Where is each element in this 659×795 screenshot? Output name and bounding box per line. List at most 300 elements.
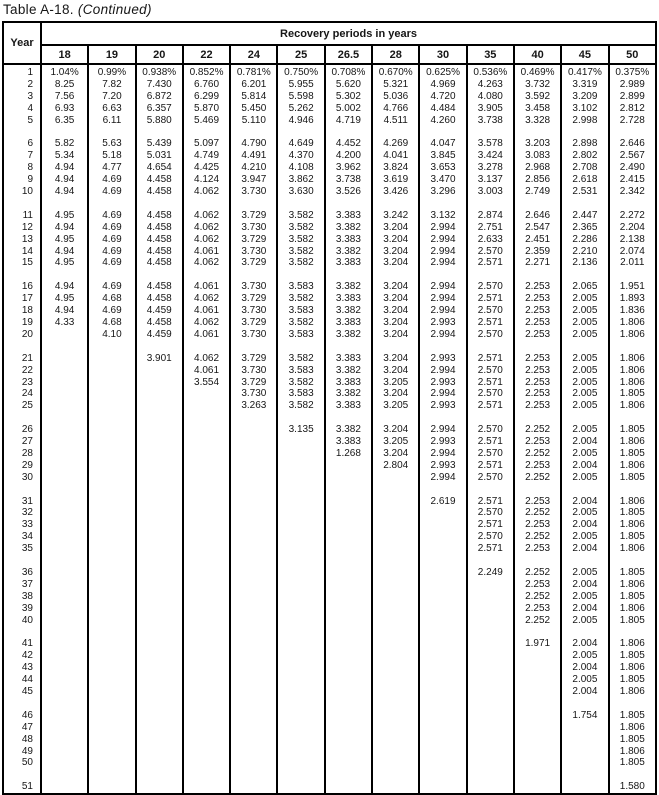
period-column-header-28: 28	[372, 45, 419, 64]
rate-value-cell: 1.805	[609, 472, 656, 484]
year-cell: 36	[3, 567, 41, 579]
gap-cell	[183, 698, 230, 710]
table-row	[3, 579, 656, 591]
rate-value-cell: 4.511	[372, 115, 419, 127]
rate-value-cell	[136, 531, 183, 543]
rate-value-cell	[277, 722, 324, 734]
rate-value-cell: 2.751	[467, 222, 514, 234]
rate-value-cell: 2.253	[514, 400, 561, 412]
rate-value-cell: 1.893	[609, 293, 656, 305]
rate-value-cell: 3.382	[325, 305, 372, 317]
rate-value-cell	[277, 746, 324, 758]
rate-value-cell: 2.253	[514, 317, 561, 329]
gap-cell	[277, 412, 324, 424]
rate-value-cell: 2.571	[467, 436, 514, 448]
rate-value-cell: 3.729	[230, 210, 277, 222]
rate-value-cell: 2.253	[514, 388, 561, 400]
gap-cell	[230, 769, 277, 781]
rate-value-cell	[372, 543, 419, 555]
rate-value-cell: 2.005	[561, 531, 608, 543]
rate-value-cell	[372, 472, 419, 484]
rate-value-cell	[467, 674, 514, 686]
gap-cell	[183, 555, 230, 567]
rate-value-cell: 0.469%	[514, 64, 561, 79]
rate-value-cell: 3.204	[372, 305, 419, 317]
year-cell: 33	[3, 519, 41, 531]
rate-value-cell: 2.004	[561, 603, 608, 615]
period-column-header-35: 35	[467, 45, 514, 64]
rate-value-cell: 3.653	[419, 162, 466, 174]
gap-cell	[514, 555, 561, 567]
rate-value-cell: 4.69	[88, 210, 135, 222]
rate-value-cell	[230, 734, 277, 746]
table-body	[3, 64, 656, 794]
table-row	[3, 507, 656, 519]
rate-value-cell	[277, 781, 324, 794]
rate-value-cell	[88, 353, 135, 365]
year-cell: 15	[3, 257, 41, 269]
table-row	[3, 650, 656, 662]
gap-cell	[514, 484, 561, 496]
rate-value-cell	[467, 615, 514, 627]
rate-value-cell: 2.571	[467, 519, 514, 531]
rate-value-cell	[41, 650, 88, 662]
gap-cell	[3, 769, 41, 781]
rate-value-cell: 4.210	[230, 162, 277, 174]
year-cell: 27	[3, 436, 41, 448]
gap-cell	[609, 769, 656, 781]
gap-cell	[277, 269, 324, 281]
rate-value-cell: 3.583	[277, 281, 324, 293]
rate-value-cell	[41, 734, 88, 746]
table-row	[3, 150, 656, 162]
rate-value-cell: 2.253	[514, 436, 561, 448]
rate-value-cell: 3.205	[372, 400, 419, 412]
rate-value-cell: 2.993	[419, 353, 466, 365]
rate-value-cell	[41, 519, 88, 531]
gap-cell	[467, 484, 514, 496]
gap-cell	[419, 484, 466, 496]
rate-value-cell	[41, 388, 88, 400]
rate-value-cell	[467, 579, 514, 591]
rate-value-cell: 2.856	[514, 174, 561, 186]
depreciation-rate-table	[2, 21, 657, 795]
rate-value-cell	[183, 496, 230, 508]
gap-cell	[514, 269, 561, 281]
year-cell: 25	[3, 400, 41, 412]
table-row	[3, 305, 656, 317]
rate-value-cell	[467, 722, 514, 734]
rate-value-cell: 1.806	[609, 638, 656, 650]
rate-value-cell: 2.993	[419, 400, 466, 412]
gap-cell	[277, 626, 324, 638]
rate-value-cell: 5.302	[325, 91, 372, 103]
rate-value-cell	[88, 519, 135, 531]
rate-value-cell	[41, 496, 88, 508]
rate-value-cell: 4.061	[183, 246, 230, 258]
gap-cell	[136, 555, 183, 567]
rate-value-cell: 3.526	[325, 186, 372, 198]
rate-value-cell: 2.571	[467, 460, 514, 472]
rate-value-cell	[136, 746, 183, 758]
rate-value-cell: 1.805	[609, 710, 656, 722]
rate-value-cell	[41, 710, 88, 722]
rate-value-cell	[136, 377, 183, 389]
rate-value-cell: 2.994	[419, 329, 466, 341]
rate-value-cell	[467, 710, 514, 722]
table-row	[3, 64, 656, 79]
rate-value-cell: 4.062	[183, 257, 230, 269]
table-row	[3, 388, 656, 400]
rate-value-cell: 3.383	[325, 400, 372, 412]
rate-value-cell: 2.570	[467, 329, 514, 341]
rate-value-cell: 3.730	[230, 305, 277, 317]
rate-value-cell: 6.93	[41, 103, 88, 115]
rate-value-cell: 2.994	[419, 472, 466, 484]
gap-cell	[561, 626, 608, 638]
rate-value-cell	[372, 567, 419, 579]
gap-cell	[372, 198, 419, 210]
rate-value-cell: 4.425	[183, 162, 230, 174]
rate-value-cell: 4.749	[183, 150, 230, 162]
rate-value-cell: 4.94	[41, 174, 88, 186]
rate-value-cell: 2.252	[514, 615, 561, 627]
rate-value-cell: 3.592	[514, 91, 561, 103]
gap-cell	[467, 412, 514, 424]
year-cell: 45	[3, 686, 41, 698]
table-row	[3, 210, 656, 222]
group-gap-row	[3, 698, 656, 710]
gap-cell	[609, 269, 656, 281]
gap-cell	[609, 626, 656, 638]
header-row-periods	[3, 45, 656, 64]
rate-value-cell: 2.005	[561, 448, 608, 460]
rate-value-cell: 4.94	[41, 305, 88, 317]
rate-value-cell	[136, 615, 183, 627]
rate-value-cell: 2.005	[561, 388, 608, 400]
rate-value-cell: 3.730	[230, 222, 277, 234]
gap-cell	[88, 626, 135, 638]
table-number-label: Table A-18.	[3, 2, 74, 17]
gap-cell	[467, 198, 514, 210]
rate-value-cell: 3.738	[467, 115, 514, 127]
rate-value-cell: 5.814	[230, 91, 277, 103]
year-cell: 41	[3, 638, 41, 650]
rate-value-cell	[325, 543, 372, 555]
gap-cell	[514, 769, 561, 781]
rate-value-cell	[41, 436, 88, 448]
gap-cell	[325, 626, 372, 638]
rate-value-cell: 3.905	[467, 103, 514, 115]
rate-value-cell: 5.450	[230, 103, 277, 115]
rate-value-cell: 4.94	[41, 246, 88, 258]
gap-cell	[467, 626, 514, 638]
rate-value-cell: 3.582	[277, 377, 324, 389]
rate-value-cell: 3.630	[277, 186, 324, 198]
rate-value-cell: 2.994	[419, 424, 466, 436]
rate-value-cell: 2.252	[514, 531, 561, 543]
gap-cell	[183, 412, 230, 424]
rate-value-cell: 4.269	[372, 138, 419, 150]
rate-value-cell: 2.567	[609, 150, 656, 162]
rate-value-cell: 4.95	[41, 257, 88, 269]
rate-value-cell	[88, 757, 135, 769]
rate-value-cell	[419, 615, 466, 627]
rate-value-cell	[136, 674, 183, 686]
rate-value-cell: 4.124	[183, 174, 230, 186]
rate-value-cell	[136, 436, 183, 448]
rate-value-cell	[419, 650, 466, 662]
rate-value-cell: 3.383	[325, 317, 372, 329]
table-row	[3, 496, 656, 508]
year-cell: 2	[3, 79, 41, 91]
period-column-header-20: 20	[136, 45, 183, 64]
rate-value-cell: 4.458	[136, 317, 183, 329]
year-cell: 50	[3, 757, 41, 769]
rate-value-cell: 2.570	[467, 246, 514, 258]
rate-value-cell: 3.729	[230, 377, 277, 389]
group-gap-row	[3, 412, 656, 424]
rate-value-cell	[372, 686, 419, 698]
table-row	[3, 686, 656, 698]
rate-value-cell: 0.625%	[419, 64, 466, 79]
rate-value-cell: 4.649	[277, 138, 324, 150]
table-row	[3, 603, 656, 615]
rate-value-cell	[88, 460, 135, 472]
rate-value-cell: 1.04%	[41, 64, 88, 79]
rate-value-cell: 4.969	[419, 79, 466, 91]
rate-value-cell: 2.138	[609, 234, 656, 246]
rate-value-cell: 3.582	[277, 222, 324, 234]
rate-value-cell	[230, 507, 277, 519]
rate-value-cell: 2.619	[419, 496, 466, 508]
rate-value-cell	[136, 460, 183, 472]
gap-cell	[3, 484, 41, 496]
year-cell: 4	[3, 103, 41, 115]
rate-value-cell	[183, 400, 230, 412]
rate-value-cell: 2.570	[467, 424, 514, 436]
rate-value-cell	[41, 615, 88, 627]
rate-value-cell	[136, 734, 183, 746]
rate-value-cell: 2.571	[467, 293, 514, 305]
rate-value-cell: 4.459	[136, 305, 183, 317]
table-row	[3, 329, 656, 341]
rate-value-cell: 2.286	[561, 234, 608, 246]
rate-value-cell	[183, 591, 230, 603]
rate-value-cell: 2.210	[561, 246, 608, 258]
rate-value-cell: 1.806	[609, 436, 656, 448]
rate-value-cell	[372, 615, 419, 627]
rate-value-cell: 3.296	[419, 186, 466, 198]
rate-value-cell: 5.031	[136, 150, 183, 162]
rate-value-cell: 1.805	[609, 591, 656, 603]
rate-value-cell: 2.898	[561, 138, 608, 150]
rate-value-cell: 3.204	[372, 448, 419, 460]
rate-value-cell: 2.136	[561, 257, 608, 269]
rate-value-cell: 4.94	[41, 281, 88, 293]
rate-value-cell: 4.062	[183, 222, 230, 234]
rate-value-cell: 3.862	[277, 174, 324, 186]
year-cell: 40	[3, 615, 41, 627]
rate-value-cell: 2.005	[561, 507, 608, 519]
rate-value-cell: 3.554	[183, 377, 230, 389]
rate-value-cell: 4.458	[136, 222, 183, 234]
rate-value-cell	[230, 531, 277, 543]
gap-cell	[514, 127, 561, 139]
rate-value-cell	[230, 519, 277, 531]
gap-cell	[3, 127, 41, 139]
year-cell: 43	[3, 662, 41, 674]
rate-value-cell	[372, 674, 419, 686]
rate-value-cell: 2.802	[561, 150, 608, 162]
rate-value-cell	[467, 650, 514, 662]
rate-value-cell: 3.582	[277, 246, 324, 258]
table-row	[3, 460, 656, 472]
rate-value-cell: 3.204	[372, 365, 419, 377]
rate-value-cell: 3.901	[136, 353, 183, 365]
rate-value-cell	[41, 781, 88, 794]
year-cell: 44	[3, 674, 41, 686]
rate-value-cell	[419, 543, 466, 555]
rate-value-cell: 2.011	[609, 257, 656, 269]
rate-value-cell: 3.383	[325, 293, 372, 305]
rate-value-cell: 5.036	[372, 91, 419, 103]
rate-value-cell: 1.806	[609, 686, 656, 698]
rate-value-cell	[230, 448, 277, 460]
table-row	[3, 448, 656, 460]
rate-value-cell: 4.10	[88, 329, 135, 341]
rate-value-cell: 2.005	[561, 317, 608, 329]
rate-value-cell: 0.781%	[230, 64, 277, 79]
gap-cell	[3, 698, 41, 710]
rate-value-cell: 3.204	[372, 234, 419, 246]
gap-cell	[514, 626, 561, 638]
rate-value-cell: 2.490	[609, 162, 656, 174]
rate-value-cell	[88, 591, 135, 603]
gap-cell	[372, 626, 419, 638]
rate-value-cell: 2.570	[467, 531, 514, 543]
rate-value-cell: 2.571	[467, 543, 514, 555]
year-cell: 38	[3, 591, 41, 603]
rate-value-cell	[183, 757, 230, 769]
rate-value-cell: 2.252	[514, 424, 561, 436]
rate-value-cell: 3.729	[230, 317, 277, 329]
table-row	[3, 222, 656, 234]
rate-value-cell: 5.110	[230, 115, 277, 127]
rate-value-cell: 3.583	[277, 388, 324, 400]
rate-value-cell	[136, 591, 183, 603]
rate-value-cell	[136, 567, 183, 579]
gap-cell	[136, 269, 183, 281]
rate-value-cell	[467, 686, 514, 698]
rate-value-cell: 2.005	[561, 591, 608, 603]
table-row	[3, 543, 656, 555]
rate-value-cell	[419, 567, 466, 579]
year-cell: 46	[3, 710, 41, 722]
year-cell: 24	[3, 388, 41, 400]
table-row	[3, 781, 656, 794]
rate-value-cell	[88, 388, 135, 400]
rate-value-cell: 2.342	[609, 186, 656, 198]
rate-value-cell	[88, 531, 135, 543]
rate-value-cell	[372, 591, 419, 603]
gap-cell	[372, 341, 419, 353]
rate-value-cell: 2.547	[514, 222, 561, 234]
rate-value-cell	[325, 650, 372, 662]
rate-value-cell	[183, 388, 230, 400]
rate-value-cell: 2.252	[514, 472, 561, 484]
gap-cell	[372, 769, 419, 781]
rate-value-cell	[419, 603, 466, 615]
rate-value-cell	[88, 662, 135, 674]
period-column-header-22: 22	[183, 45, 230, 64]
gap-cell	[41, 198, 88, 210]
rate-value-cell: 2.994	[419, 222, 466, 234]
table-row	[3, 246, 656, 258]
rate-value-cell	[325, 615, 372, 627]
rate-value-cell	[419, 531, 466, 543]
year-cell: 13	[3, 234, 41, 246]
gap-cell	[419, 769, 466, 781]
rate-value-cell	[41, 448, 88, 460]
gap-cell	[88, 698, 135, 710]
rate-value-cell: 0.375%	[609, 64, 656, 79]
rate-value-cell: 6.201	[230, 79, 277, 91]
rate-value-cell: 2.005	[561, 353, 608, 365]
rate-value-cell: 3.319	[561, 79, 608, 91]
rate-value-cell: 2.570	[467, 281, 514, 293]
rate-value-cell	[372, 519, 419, 531]
rate-value-cell: 3.582	[277, 293, 324, 305]
gap-cell	[41, 626, 88, 638]
rate-value-cell	[325, 591, 372, 603]
period-column-header-18: 18	[41, 45, 88, 64]
rate-value-cell	[136, 472, 183, 484]
rate-value-cell: 2.365	[561, 222, 608, 234]
rate-value-cell: 4.062	[183, 293, 230, 305]
rate-value-cell: 2.252	[514, 567, 561, 579]
period-column-header-45: 45	[561, 45, 608, 64]
rate-value-cell	[325, 496, 372, 508]
rate-value-cell	[183, 650, 230, 662]
rate-value-cell: 3.583	[277, 365, 324, 377]
rate-value-cell: 2.993	[419, 460, 466, 472]
gap-cell	[41, 127, 88, 139]
rate-value-cell	[88, 579, 135, 591]
rate-value-cell: 1.268	[325, 448, 372, 460]
rate-value-cell: 1.805	[609, 757, 656, 769]
rate-value-cell: 2.570	[467, 365, 514, 377]
gap-cell	[514, 698, 561, 710]
rate-value-cell: 2.998	[561, 115, 608, 127]
gap-cell	[230, 484, 277, 496]
rate-value-cell	[372, 734, 419, 746]
period-column-header-40: 40	[514, 45, 561, 64]
rate-value-cell: 4.458	[136, 174, 183, 186]
rate-value-cell: 1.805	[609, 567, 656, 579]
gap-cell	[419, 555, 466, 567]
rate-value-cell: 3.426	[372, 186, 419, 198]
period-column-header-19: 19	[88, 45, 135, 64]
rate-value-cell	[88, 734, 135, 746]
rate-value-cell: 3.729	[230, 257, 277, 269]
rate-value-cell	[277, 662, 324, 674]
rate-value-cell	[41, 531, 88, 543]
gap-cell	[41, 555, 88, 567]
period-column-header-24: 24	[230, 45, 277, 64]
rate-value-cell: 2.004	[561, 638, 608, 650]
gap-cell	[372, 698, 419, 710]
